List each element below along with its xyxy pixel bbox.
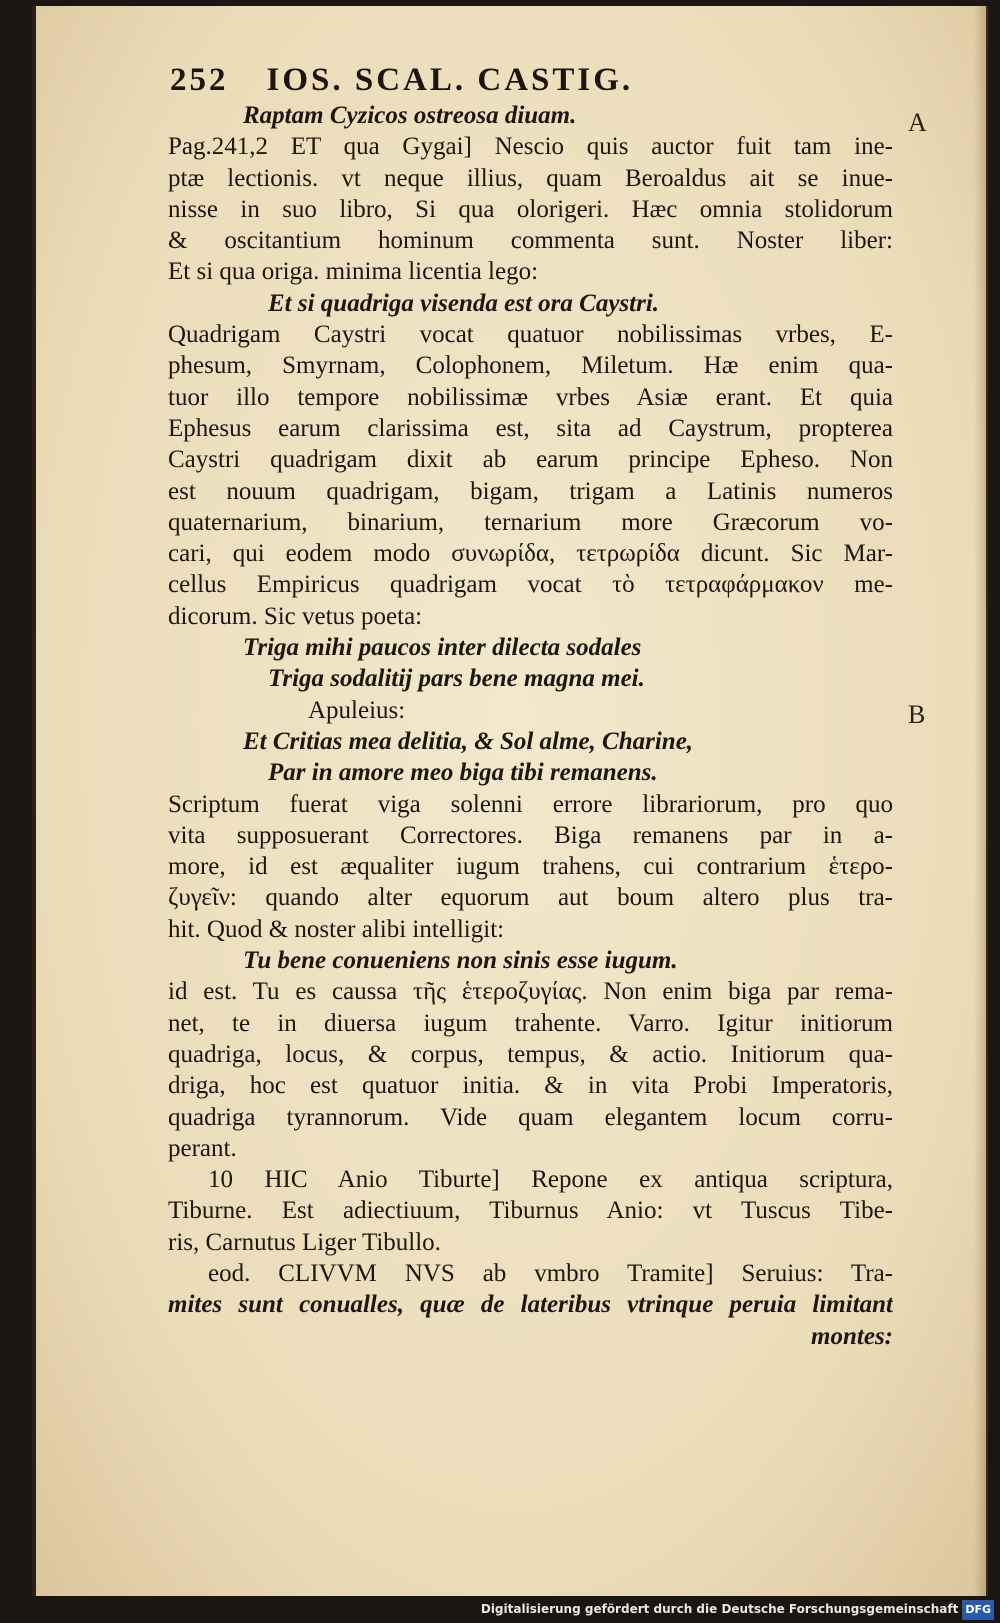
text-line: Quadrigam Caystri vocat quatuor nobilissimas vrbes, E- [168,321,893,349]
text-line: cari, qui eodem modo συνωρίδα, τετρωρίδα dicunt. Sic Mar- [168,540,893,568]
text-line: Et si qua origa. minima licentia lego: [168,258,539,286]
margin-letter-a: A [908,108,927,137]
verse-line: Tu bene conueniens non sinis esse iugum. [243,947,678,975]
text-line: est nouum quadrigam, bigam, trigam a Latinis numeros [168,477,893,505]
page-edge-shadow [974,6,988,1596]
running-head [170,62,890,99]
text-line: Caystri quadrigam dixit ab earum principe Epheso. Non [168,446,893,474]
digitization-credit [481,1599,994,1619]
text-line: mites sunt conualles, quæ de lateribus vtrinque peruia limitant [168,1291,893,1319]
text-line: net, te in diuersa iugum trahente. Varro. Igitur initiorum [168,1009,893,1037]
text-line: ζυγεῖν: quando alter equorum aut boum altero plus tra- [168,884,893,912]
margin-letter-b: B [908,700,926,729]
running-title: IOS. SCAL. CASTIG. [266,62,634,98]
text-line: dicorum. Sic vetus poeta: [168,602,423,630]
text-line: 10 HIC Anio Tiburte] Repone ex antiqua scriptura, [208,1166,893,1194]
text-line: more, id est æqualiter iugum trahens, cui contrarium ἑτερο- [168,853,893,881]
text-line: Pag.241,2 ET qua Gygai] Nescio quis auctor fuit tam ine- [168,133,893,161]
text-line: montes: [811,1322,893,1350]
verse-line: Et Critias mea delitia, & Sol alme, Charine, [243,727,694,755]
verse-line: Triga mihi paucos inter dilecta sodales [243,634,642,662]
text-line: cellus Empiricus quadrigam vocat τὸ τετραφάρμακον me- [168,571,893,599]
verse-line: Triga sodalitij pars bene magna mei. [268,665,645,693]
text-line: tuor illo tempore nobilissimæ vrbes Asiæ erant. Et quia [168,383,893,411]
text-line: quaternarium, binarium, ternarium more Græcorum vo- [168,508,893,536]
text-line: Tiburne. Est adiectiuum, Tiburnus Anio: vt Tuscus Tibe- [168,1197,893,1225]
credit-text: Digitalisierung gefördert durch die Deutsche Forschungsgemeinschaft [480,1602,959,1616]
text-line: Scriptum fuerat viga solenni errore librariorum, pro quo [168,790,893,818]
verse-line: Par in amore meo biga tibi remanens. [268,759,658,787]
text-line: Apuleius: [308,696,406,724]
page-number: 252 [170,62,229,98]
text-line: eod. CLIVVM NVS ab vmbro Tramite] Seruius: Tra- [208,1259,893,1287]
text-line: perant. [168,1134,237,1162]
body-text [168,100,893,1352]
text-line: Raptam Cyzicos ostreosa diuam. [243,102,577,129]
text-line: hit. Quod & noster alibi intelligit: [168,915,505,943]
text-line: quadriga, locus, & corpus, tempus, & actio. Initiorum qua- [168,1040,893,1068]
text-line: phesum, Smyrnam, Colophonem, Miletum. Hæ enim qua- [168,352,893,380]
text-line: nisse in suo libro, Si qua olorigeri. Hæc omnia stolidorum [168,195,893,223]
text-line: driga, hoc est quatuor initia. & in vita Probi Imperatoris, [168,1072,893,1100]
text-line: ptæ lectionis. vt neque illius, quam Beroaldus ait se inue- [168,164,893,192]
text-line: & oscitantium hominum commenta sunt. Noster liber: [168,227,893,255]
verse-line: Et si quadriga visenda est ora Caystri. [268,289,660,317]
text-line: ris, Carnutus Liger Tibullo. [168,1228,441,1256]
text-line: vita supposuerant Correctores. Biga remanens par in a- [168,821,893,849]
text-line: quadriga tyrannorum. Vide quam elegantem locum corru- [168,1103,893,1131]
dfg-logo: DFG [962,1600,994,1620]
text-line: id est. Tu es caussa τῆς ἑτεροζυγίας. Non enim biga par rema- [168,978,893,1006]
text-line: Ephesus earum clarissima est, sita ad Caystrum, propterea [168,414,893,442]
